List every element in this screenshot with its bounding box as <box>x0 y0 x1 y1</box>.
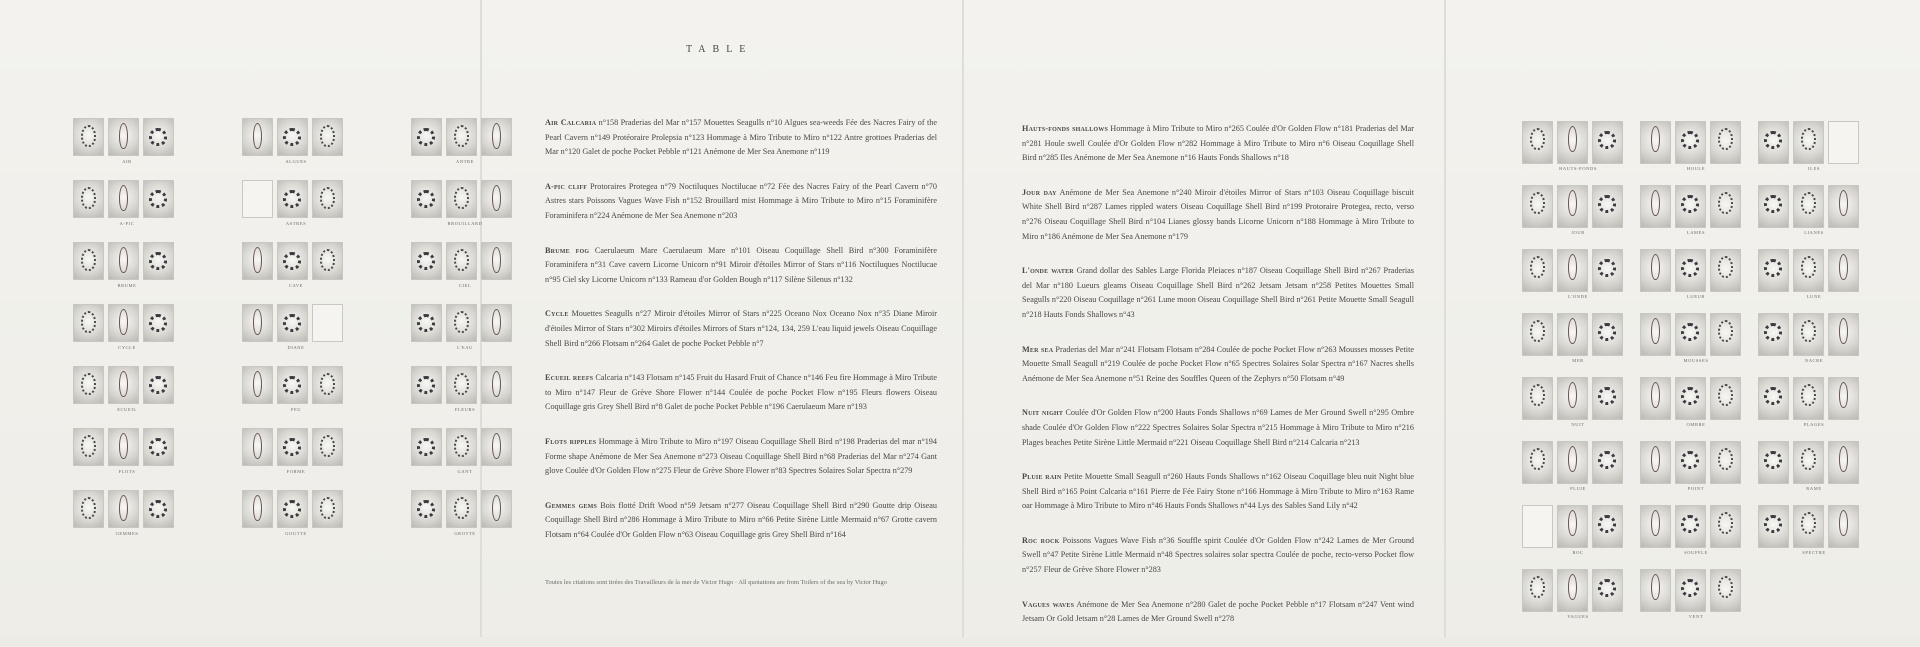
jewel-photo <box>1828 313 1859 356</box>
jewel-photo <box>1710 249 1741 292</box>
thumbnail-caption: BROUILLARD <box>447 221 483 226</box>
jewel-photo <box>1793 249 1824 292</box>
jewel-photo <box>481 180 512 218</box>
thumbnail-group <box>73 242 221 291</box>
jewel-photo <box>1592 441 1623 484</box>
thumbnail-group <box>1758 441 1870 490</box>
jewel-photo <box>446 180 477 218</box>
thumbnail-caption: GANT <box>457 469 473 474</box>
thumbnail-group <box>1640 505 1752 554</box>
entry-text: Poissons Vagues Wave Fish n°36 Souffle spirit Coulée d'Or Golden Flow n°242 Lames de Mer Ground Swell n°47 Petite Sirène Little Mermaid n°48 Spectres solaires solar spectra Coulée de poche, recto-verso Pocket flow n°257 Fleur de Grève Shore Flower n°283 <box>1022 535 1415 575</box>
thumbnail-group <box>411 242 559 291</box>
jewel-photo <box>1522 249 1553 292</box>
thumbnail-group <box>242 242 390 291</box>
entry-heading: Mer sea <box>1022 344 1054 354</box>
jewel-photo <box>1710 569 1741 612</box>
jewel-photo <box>1710 377 1741 420</box>
jewel-photo <box>242 490 273 528</box>
thumbnail-group <box>1522 569 1634 618</box>
jewel-photo <box>481 490 512 528</box>
index-entry <box>1022 534 1414 578</box>
thumbnail-group <box>1758 249 1870 298</box>
entry-heading: Flots ripples <box>545 436 597 446</box>
jewel-photo <box>1828 505 1859 548</box>
thumbnail-group <box>73 490 221 539</box>
jewel-photo <box>1675 505 1706 548</box>
thumbnail-group <box>411 304 559 353</box>
thumbnail-group <box>1522 441 1634 490</box>
jewel-photo <box>1758 377 1789 420</box>
jewel-photo <box>411 304 442 342</box>
jewel-photo <box>481 304 512 342</box>
index-column-left <box>545 116 937 562</box>
entry-text: Caerulaeum Mare Caerulaeum Mare n°101 Oiseau Coquillage Shell Bird n°300 Foraminifère Foraminifera n°31 Cave cavern Licorne Unicorn n°91 Miroir d'étoiles Mirror of Stars n°116 Noctiluques Noctilucae n°95 Ciel sky Licorne Unicorn n°133 Rameau d'or Golden Bough n°117 Silène Silenus n°132 <box>545 245 937 284</box>
jewel-photo <box>1522 377 1553 420</box>
entry-text: Hommage à Miro Tribute to Miro n°265 Coulée d'Or Golden Flow n°181 Praderias del Mar n°281 Houle swell Coulée d'Or Golden Flow n°282 Hommage à Miro Tribute to Miro n°6 Oiseau Coquillage Shell Bird n°285 Iles Anémone de Mer Sea Anemone n°16 Hauts Fonds Shallows n°18 <box>1022 124 1414 163</box>
entry-heading: Roc rock <box>1022 535 1060 545</box>
index-entry <box>1022 343 1414 387</box>
thumbnail-group <box>73 366 221 415</box>
jewel-photo <box>312 428 343 466</box>
thumbnail-group <box>411 180 559 229</box>
index-entry <box>1022 406 1414 450</box>
thumbnail-caption: ALGUES <box>285 159 307 164</box>
thumbnail-caption: RAME <box>1806 486 1822 491</box>
jewel-photo <box>1522 569 1553 612</box>
jewel-photo <box>446 304 477 342</box>
thumbnail-caption: GOUTTE <box>285 531 307 536</box>
entry-heading: Brume fog <box>545 245 590 255</box>
jewel-photo <box>242 366 273 404</box>
fold-3 <box>1444 0 1446 637</box>
jewel-photo <box>1640 505 1671 548</box>
thumbnail-group <box>1640 441 1752 490</box>
thumbnail-group <box>1640 569 1752 618</box>
thumbnail-group <box>1758 313 1870 362</box>
index-entry <box>1022 598 1414 627</box>
index-entry <box>1022 122 1414 166</box>
jewel-photo <box>1592 569 1623 612</box>
jewel-photo <box>1758 185 1789 228</box>
jewel-photo <box>242 428 273 466</box>
thumbnail-caption: VAGUES <box>1567 614 1589 619</box>
jewel-photo <box>411 180 442 218</box>
thumbnail-group <box>242 366 390 415</box>
jewel-photo <box>1522 121 1553 164</box>
thumbnail-group <box>73 428 221 477</box>
jewel-photo <box>446 366 477 404</box>
jewel-photo <box>73 428 104 466</box>
jewel-photo <box>108 490 139 528</box>
jewel-photo <box>1675 185 1706 228</box>
entry-text: Hommage à Miro Tribute to Miro n°197 Oiseau Coquillage Shell Bird n°198 Praderias del mar n°194 Forme shape Anémone de Mer Sea Anemone n°273 Oiseau Coquillage Shell Bird n°68 Praderias del Mar n°274 Gant glove Coulée d'Or Golden Flow n°275 Fleur de Grève Shore Flower n°83 Spectres Solaires Solar Spectra n°279 <box>545 436 937 476</box>
thumbnail-caption: LIANES <box>1804 230 1824 235</box>
jewel-photo <box>1675 569 1706 612</box>
entry-heading: Hauts-fonds shallows <box>1022 124 1109 133</box>
jewel-photo <box>1828 185 1859 228</box>
jewel-photo <box>411 428 442 466</box>
jewel-photo <box>481 366 512 404</box>
jewel-photo <box>242 242 273 280</box>
jewel-photo <box>1522 441 1553 484</box>
jewel-photo <box>143 428 174 466</box>
jewel-photo <box>143 242 174 280</box>
jewel-photo <box>1675 377 1706 420</box>
thumbnail-group <box>411 490 559 539</box>
jewel-photo <box>446 490 477 528</box>
entry-text: Calcaria n°143 Flotsam n°145 Fruit du Hasard Fruit of Chance n°146 Feu fire Hommage à Miro Tribute to Miro n°147 Fleur de Grève Shore Flower n°144 Coulée de poche Pocket Flow n°195 Fleurs flowers Oiseau Coquillage gris Grey Shell Bird n°8 Galet de poche Pocket Pebble n°196 Caerulaeum Mare n°193 <box>545 373 937 412</box>
thumbnail-caption: LUEUR <box>1687 294 1705 299</box>
jewel-photo <box>1710 185 1741 228</box>
jewel-photo <box>143 490 174 528</box>
thumbnail-group <box>242 180 390 229</box>
jewel-photo <box>481 242 512 280</box>
thumbnail-group <box>1640 249 1752 298</box>
entry-text: Mouettes Seagulls n°27 Miroir d'étoiles Mirror of Stars n°225 Oceano Nox Oceano Nox n°35 Diane Miroir d'étoiles Mirror of Stars n°302 Miroirs d'étoiles Mirrors of Stars n°124, 134, 259 L'eau liquid jewels Oiseau Coquillage Shell Bird n°266 Flotsam n°264 Galet de poche Pocket Pebble n°7 <box>545 309 937 348</box>
jewel-photo <box>1758 441 1789 484</box>
entry-text: Praderias del Mar n°241 Flotsam Flotsam n°284 Coulée de poche Pocket Flow n°263 Mousses mosses Petite Mouette Small Seagull n°219 Coulée de poche Pocket Flow n°65 Spectres Solaires Solar Spectra n°167 Nacres shells Anémone de Mer Sea Anemone n°51 Reine des Souffles Queen of the Zephyrs n°50 Flotsam n°49 <box>1022 344 1414 383</box>
jewel-photo <box>108 118 139 156</box>
thumbnail-caption: CYCLE <box>118 345 136 350</box>
thumbnail-group <box>1758 121 1870 170</box>
jewel-photo <box>411 242 442 280</box>
jewel-photo <box>1793 505 1824 548</box>
entry-heading: Gemmes gems <box>545 500 598 510</box>
thumbnail-caption: FLOTS <box>118 469 136 474</box>
index-entry <box>545 435 937 479</box>
jewel-photo <box>1522 185 1553 228</box>
index-entry <box>545 499 937 543</box>
thumbnail-caption: DIANE <box>287 345 305 350</box>
thumbnail-group <box>242 118 390 167</box>
jewel-photo <box>312 366 343 404</box>
jewel-photo <box>1758 249 1789 292</box>
jewel-photo <box>108 428 139 466</box>
entry-heading: Nuit night <box>1022 408 1064 418</box>
entry-heading: A-pic cliff <box>545 181 588 191</box>
fold-2 <box>962 0 964 637</box>
entry-heading: Air Calcaria <box>545 118 597 127</box>
entry-text: Bois flotté Drift Wood n°59 Jetsam n°277 Oiseau Coquillage Shell Bird n°290 Goutte drip Oiseau Coquillage Shell Bird n°286 Hommage à Miro Tribute to Miro n°66 Petite Sirène Little Mermaid n°67 Grotte cavern Flotsam n°64 Coulée d'Or Golden Flow n°63 Oiseau Coquillage gris Grey Shell Bird n°164 <box>545 500 938 539</box>
jewel-photo <box>73 490 104 528</box>
thumbnail-caption: ASTRES <box>285 221 307 226</box>
jewel-photo <box>1793 377 1824 420</box>
jewel-photo <box>1793 313 1824 356</box>
thumbnail-group <box>73 180 221 229</box>
thumbnail-caption: CIEL <box>458 283 472 288</box>
thumbnail-caption: GEMMES <box>115 531 139 536</box>
thumbnail-caption: JOUR <box>1571 230 1585 235</box>
jewel-photo <box>1557 121 1588 164</box>
jewel-photo <box>411 366 442 404</box>
jewel-photo <box>1710 121 1741 164</box>
jewel-photo <box>1828 377 1859 420</box>
jewel-photo <box>1592 313 1623 356</box>
jewel-photo <box>73 180 104 218</box>
jewel-photo <box>108 304 139 342</box>
jewel-photo <box>1592 249 1623 292</box>
jewel-photo <box>1675 313 1706 356</box>
thumbnail-caption: PLAGES <box>1803 422 1825 427</box>
jewel-photo <box>312 490 343 528</box>
thumbnail-caption: ROC <box>1572 550 1584 555</box>
jewel-photo <box>411 118 442 156</box>
jewel-photo <box>108 366 139 404</box>
entry-heading: Ecueil reefs <box>545 373 594 383</box>
jewel-photo <box>446 428 477 466</box>
entry-heading: Vagues waves <box>1022 599 1075 609</box>
jewel-photo <box>1522 313 1553 356</box>
jewel-photo <box>1640 377 1671 420</box>
index-column-right <box>1022 122 1414 647</box>
index-entry <box>545 371 937 415</box>
thumbnail-group <box>1758 505 1870 554</box>
jewel-photo <box>1522 505 1553 548</box>
jewel-photo <box>143 180 174 218</box>
jewel-photo <box>312 242 343 280</box>
jewel-photo <box>1758 505 1789 548</box>
thumbnail-caption: HOULE <box>1686 166 1706 171</box>
jewel-photo <box>277 180 308 218</box>
thumbnail-group <box>411 366 559 415</box>
jewel-photo <box>1793 185 1824 228</box>
jewel-photo <box>1592 505 1623 548</box>
jewel-photo <box>143 118 174 156</box>
jewel-photo <box>1675 121 1706 164</box>
jewel-photo <box>277 428 308 466</box>
entry-text: Protoraires Protegea n°79 Noctiluques Noctilucae n°72 Fée des Nacres Fairy of the Pearl Cavern n°70 Astres stars Poissons Vagues Wave Fish n°152 Brouillard mist Hommage à Miro Tribute to Miro n°15 Foraminifère Foraminifera n°224 Anémone de Mer Sea Anemone n°203 <box>545 181 937 220</box>
thumbnail-group <box>1522 185 1634 234</box>
thumbnail-caption: SOUFFLE <box>1684 550 1708 555</box>
jewel-photo <box>143 304 174 342</box>
jewel-photo <box>1758 121 1789 164</box>
thumbnail-caption: VENT <box>1688 614 1704 619</box>
thumbnail-group <box>411 118 559 167</box>
thumbnail-caption: BRUME <box>117 283 137 288</box>
jewel-photo <box>143 366 174 404</box>
thumbnail-caption: ILES <box>1808 166 1820 171</box>
jewel-photo <box>1592 377 1623 420</box>
thumbnail-caption: MOUSSES <box>1683 358 1709 363</box>
thumbnail-caption: PLUIE <box>1570 486 1586 491</box>
jewel-photo <box>277 304 308 342</box>
jewel-photo <box>73 366 104 404</box>
thumbnail-caption: MER <box>1572 358 1584 363</box>
jewel-photo <box>1710 505 1741 548</box>
jewel-photo <box>73 242 104 280</box>
jewel-photo <box>1557 249 1588 292</box>
entry-text: Petite Mouette Small Seagull n°260 Hauts Fonds Shallows n°162 Oiseau Coquillage bleu nuit Night blue Shell Bird n°165 Point Calcaria n°161 Pierre de Fée Fairy Stone n°166 Hommage à Miro Tribute to Miro n°163 Rame oar Hommage à Miro Tribute to Miro n°46 Hauts Fonds Shallows n°44 Lys des Sables Sand Lily n°42 <box>1022 472 1414 511</box>
jewel-photo <box>1675 249 1706 292</box>
thumbnail-caption: LUNE <box>1806 294 1822 299</box>
jewel-photo <box>312 180 343 218</box>
jewel-photo <box>1640 249 1671 292</box>
thumbnail-caption: GROTTE <box>454 531 476 536</box>
jewel-photo <box>277 490 308 528</box>
thumbnail-caption: ECUEIL <box>117 407 137 412</box>
jewel-photo <box>1828 441 1859 484</box>
thumbnail-caption: NUIT <box>1571 422 1585 427</box>
jewel-photo <box>108 242 139 280</box>
jewel-photo <box>1675 441 1706 484</box>
thumbnail-caption: AIR <box>122 159 132 164</box>
thumbnail-caption: HAUTS-FONDS <box>1559 166 1597 171</box>
jewel-photo <box>481 118 512 156</box>
jewel-photo <box>1640 313 1671 356</box>
jewel-photo <box>1640 121 1671 164</box>
thumbnail-group <box>1522 249 1634 298</box>
index-entry <box>1022 186 1414 244</box>
thumbnail-group <box>242 428 390 477</box>
jewel-photo <box>481 428 512 466</box>
thumbnail-grid-left <box>73 118 559 539</box>
thumbnail-group <box>242 490 390 539</box>
thumbnail-caption: A-PIC <box>119 221 135 226</box>
jewel-photo <box>446 242 477 280</box>
entry-text: Anémone de Mer Sea Anemone n°280 Galet de poche Pocket Pebble n°17 Flotsam n°247 Vent wind Jetsam Or Gold Jetsam n°28 Lames de Mer Ground Swell n°278 <box>1022 599 1414 624</box>
jewel-photo <box>1640 441 1671 484</box>
thumbnail-caption: L'EAU <box>457 345 473 350</box>
thumbnail-group <box>73 304 221 353</box>
jewel-photo <box>108 180 139 218</box>
jewel-photo <box>277 242 308 280</box>
jewel-photo <box>242 304 273 342</box>
jewel-photo <box>1710 441 1741 484</box>
footnote: Toutes les citations sont tirées des Travailleurs de la mer de Victor Hugo · All quotations are from Toilers of the sea by Victor Hugo <box>545 579 888 586</box>
index-entry <box>545 244 937 288</box>
thumbnail-caption: CAVE <box>288 283 304 288</box>
thumbnail-caption: NACRE <box>1804 358 1824 363</box>
jewel-photo <box>277 366 308 404</box>
entry-text: Coulée d'Or Golden Flow n°200 Hauts Fonds Shallows n°69 Lames de Mer Ground Swell n°295 Ombre shade Coulée d'Or Golden Flow n°222 Spectres Solaires Solar Spectra n°215 Hommage à Miro Tribute to Miro n°216 Plages beaches Petite Sirène Little Mermaid n°221 Oiseau Coquillage Shell Bird n°214 Calcaria n°213 <box>1022 408 1414 447</box>
jewel-photo <box>1710 313 1741 356</box>
jewel-photo <box>312 304 343 342</box>
entry-heading: Cycle <box>545 309 569 319</box>
thumbnail-group <box>1640 185 1752 234</box>
thumbnail-group <box>411 428 559 477</box>
index-entry <box>545 180 937 224</box>
entry-text: Grand dollar des Sables Large Florida Pleiaces n°187 Oiseau Coquillage Shell Bird n°267 Praderias del Mar n°180 Lueurs gleams Oiseau Coquillage Shell Bird n°262 Jetsam Jetsam n°258 Petites Mouettes Small Seagulls n°220 Oiseau Coquillage n°261 Lune moon Oiseau Coquillage Shell Bird n°261 Petite Mouette Small Seagull n°218 Hauts Fonds Shallows n°43 <box>1022 266 1414 319</box>
thumbnail-group <box>1640 313 1752 362</box>
thumbnail-group <box>1522 377 1634 426</box>
thumbnail-group <box>1522 505 1634 554</box>
jewel-photo <box>1557 441 1588 484</box>
jewel-photo <box>1793 441 1824 484</box>
jewel-photo <box>1557 185 1588 228</box>
jewel-photo <box>312 118 343 156</box>
jewel-photo <box>73 304 104 342</box>
entry-text: Anémone de Mer Sea Anemone n°240 Miroir d'étoiles Mirror of Stars n°103 Oiseau Coquillage biscuit White Shell Bird n°287 Lames rippled waters Oiseau Coquillage Shell Bird n°199 Protoraire Protegea, recto, verso n°276 Oiseau Coquillage Shell Bird n°104 Lianes glossy bands Licorne Unicorn n°188 Hommage à Miro Tribute to Miro n°186 Anémone de Mer Sea Anemone n°179 <box>1022 187 1414 241</box>
thumbnail-caption: LAMES <box>1686 230 1706 235</box>
thumbnail-group <box>1522 313 1634 362</box>
jewel-photo <box>411 490 442 528</box>
index-entry <box>1022 470 1414 514</box>
jewel-photo <box>1640 185 1671 228</box>
jewel-photo <box>1640 569 1671 612</box>
thumbnail-caption: POINT <box>1687 486 1705 491</box>
jewel-photo <box>1828 121 1859 164</box>
entry-text: n°158 Praderias del Mar n°157 Mouettes Seagulls n°10 Algues sea-weeds Fée des Nacres Fairy of the Pearl Cavern n°149 Protéoraire Prolepsia n°123 Hommage à Miro Tribute to Miro n°122 Antre grottoes Praderias del Mar n°120 Galet de poche Pocket Pebble n°121 Anémone de Mer Sea Anemone n°119 <box>545 118 937 157</box>
index-entry <box>545 307 937 351</box>
jewel-photo <box>1557 313 1588 356</box>
thumbnail-caption: FEU <box>290 407 302 412</box>
thumbnail-caption: OMBRE <box>1686 422 1706 427</box>
thumbnail-caption: FLEURS <box>454 407 476 412</box>
jewel-photo <box>277 118 308 156</box>
jewel-photo <box>1592 121 1623 164</box>
entry-heading: Jour day <box>1022 187 1057 197</box>
thumbnail-group <box>73 118 221 167</box>
thumbnail-group <box>1522 121 1634 170</box>
thumbnail-group <box>1758 185 1870 234</box>
index-entry <box>545 116 937 160</box>
thumbnail-group <box>1640 121 1752 170</box>
entry-heading: Pluie rain <box>1022 472 1062 482</box>
page-title: TABLE <box>686 44 753 55</box>
jewel-photo <box>1793 121 1824 164</box>
thumbnail-group <box>242 304 390 353</box>
jewel-photo <box>1557 377 1588 420</box>
thumbnail-caption: FORME <box>286 469 306 474</box>
entry-heading: L'onde water <box>1022 266 1074 276</box>
jewel-photo <box>73 118 104 156</box>
jewel-photo <box>1828 249 1859 292</box>
jewel-photo <box>1557 569 1588 612</box>
index-entry <box>1022 264 1414 322</box>
thumbnail-group <box>1758 377 1870 426</box>
jewel-photo <box>242 118 273 156</box>
thumbnail-caption: ANTRE <box>456 159 474 164</box>
jewel-photo <box>242 180 273 218</box>
thumbnail-caption: SPECTRE <box>1802 550 1826 555</box>
jewel-photo <box>1758 313 1789 356</box>
thumbnail-group <box>1640 377 1752 426</box>
thumbnail-grid-right <box>1522 121 1870 618</box>
jewel-photo <box>1592 185 1623 228</box>
jewel-photo <box>446 118 477 156</box>
thumbnail-caption: L'ONDE <box>1568 294 1588 299</box>
jewel-photo <box>1557 505 1588 548</box>
